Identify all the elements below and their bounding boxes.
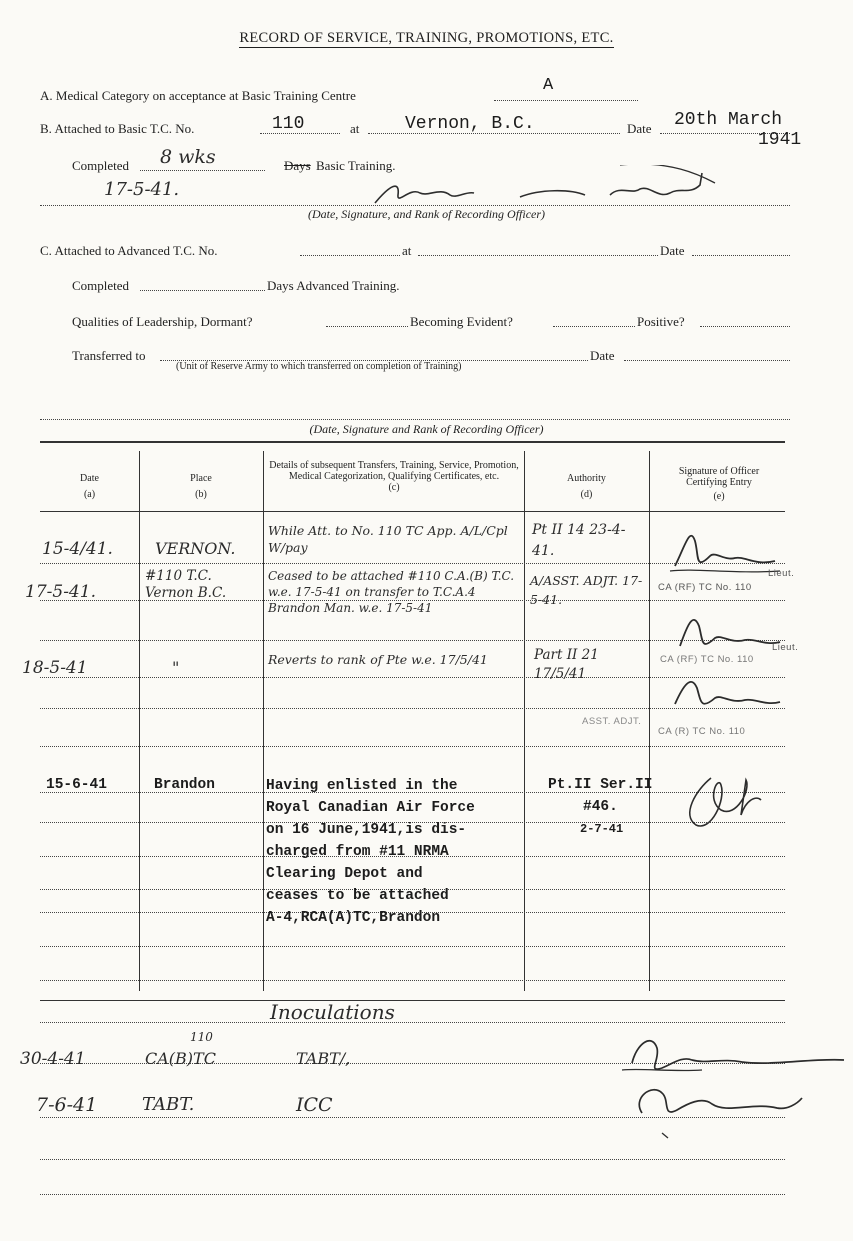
stamp-asst-adjt: ASST. ADJT.: [582, 716, 642, 727]
row-line: [40, 1194, 785, 1195]
inoc1-place: CA(B)TC: [145, 1049, 216, 1068]
stamp-unit-3: CA (R) TC No. 110: [658, 726, 746, 737]
row-line: [40, 980, 785, 981]
section-b-date-label: Date: [627, 121, 652, 136]
col-divider-1: [139, 451, 140, 991]
transferred-label: Transferred to: [72, 348, 146, 363]
section-b-record-date: 17-5-41.: [104, 179, 180, 200]
page-title: RECORD OF SERVICE, TRAINING, PROMOTIONS, ETC.: [239, 30, 614, 46]
section-b-no-label: B. Attached to Basic T.C. No.: [40, 121, 195, 136]
row2-date: 17-5-41.: [25, 582, 96, 602]
inoculation-signatures: [612, 1028, 848, 1148]
completed-value: 8 wks: [160, 146, 216, 168]
row2-place: #110 T.C. Vernon B.C.: [145, 568, 227, 601]
row2-details: Ceased to be attached #110 C.A.(B) T.C. w.e. 17-5-41 on transfer to T.C.A.4 Brandon Man. w.e. 17-5-41: [268, 569, 515, 615]
row-line: [40, 1159, 785, 1160]
completed-line: [140, 170, 265, 171]
row1-authority: Pt II 14 23-4-41.: [532, 522, 626, 559]
row-line: [40, 746, 785, 747]
section-c-no-label: C. Attached to Advanced T.C. No.: [40, 243, 218, 258]
basic-tc-number: 110: [272, 114, 305, 134]
section-b-record-caption: (Date, Signature, and Rank of Recording Officer): [307, 207, 546, 221]
section-c-date-label: Date: [660, 243, 685, 258]
section-b-at-label: at: [350, 121, 360, 136]
inoc1-details: TABT/,: [296, 1049, 351, 1068]
positive-label: Positive?: [637, 314, 685, 329]
section-c-completed-label: Completed: [72, 278, 130, 293]
dormant-line: [326, 326, 408, 327]
leadership-label: Qualities of Leadership, Dormant?: [72, 314, 253, 329]
typed-authority-3: 2-7-41: [580, 822, 624, 836]
row3-date: 18-5-41: [22, 658, 88, 678]
section-a-line: [494, 100, 638, 101]
section-c-at-line: [418, 255, 658, 256]
positive-line: [700, 326, 790, 327]
inoc1-date: 30-4-41: [20, 1049, 86, 1069]
section-c-at-label: at: [402, 243, 412, 258]
table-header-rule: [40, 511, 785, 512]
header-signature: Signature of Officer Certifying Entry (e): [678, 466, 760, 502]
col-divider-2: [263, 451, 264, 991]
row-line: [40, 1022, 785, 1023]
basic-training-label: Basic Training.: [316, 158, 396, 173]
typed-entry-date: 15-6-41: [46, 777, 107, 793]
inoc1-place-top: 110: [190, 1030, 213, 1044]
row1-place: VERNON.: [155, 539, 236, 558]
row3-place: ": [172, 658, 180, 677]
stamp-unit-1: CA (RF) TC No. 110: [658, 582, 752, 593]
row-line: [40, 946, 785, 947]
inoc2-place: TABT.: [142, 1094, 195, 1115]
officer-signatures: [655, 516, 795, 746]
typed-line: Royal Canadian Air Force: [266, 800, 475, 816]
section-b-signature: [370, 165, 770, 213]
typed-authority-2: #46.: [583, 799, 618, 815]
basic-tc-date-line1: 20th March: [674, 110, 783, 130]
row2-authority: A/ASST. ADJT. 17-5-41.: [530, 573, 643, 607]
header-date: Date (a): [80, 473, 99, 500]
stamp-rank-2: Lieut.: [772, 642, 799, 653]
section-c-completed-line: [140, 290, 265, 291]
medical-category-value: A: [543, 76, 554, 95]
header-place: Place (b): [190, 473, 212, 500]
typed-line: ceases to be attached: [266, 888, 449, 904]
stamp-rank-1: Lieut.: [768, 568, 795, 579]
basic-tc-location: Vernon, B.C.: [405, 114, 535, 134]
transferred-date-label: Date: [590, 348, 615, 363]
becoming-label: Becoming Evident?: [410, 314, 513, 329]
days-advanced-label: Days Advanced Training.: [267, 278, 400, 293]
section-c-record-line: [40, 419, 790, 420]
table-top-rule: [40, 441, 785, 443]
typed-line: on 16 June,1941,is dis-: [266, 822, 467, 838]
typed-line: A-4,RCA(A)TC,Brandon: [266, 910, 441, 926]
section-a-label: A. Medical Category on acceptance at Basic Training Centre: [40, 88, 356, 103]
inoc2-date: 7-6-41: [36, 1094, 98, 1116]
typed-line: Having enlisted in the: [266, 778, 458, 794]
col-divider-4: [649, 451, 650, 991]
section-c-record-caption: (Date, Signature and Rank of Recording Officer): [309, 422, 544, 436]
row3-authority: Part II 21 17/5/41: [534, 647, 599, 682]
basic-tc-date-line2: 1941: [758, 130, 802, 150]
stamp-unit-2: CA (RF) TC No. 110: [660, 654, 754, 665]
transferred-date-line: [624, 360, 790, 361]
row1-details: While Att. to No. 110 TC App. A/L/Cpl W/pay: [268, 523, 508, 555]
typed-line: charged from #11 NRMA: [266, 844, 449, 860]
header-details: Details of subsequent Transfers, Training, Service, Promotion, Medical Categorization, Qualifying Certificates, etc. (c): [269, 460, 519, 493]
typed-entry-place: Brandon: [154, 777, 215, 793]
section-c-date-line: [692, 255, 790, 256]
table-bottom-rule: [40, 1000, 785, 1001]
header-authority: Authority (d): [567, 473, 606, 500]
typed-line: Clearing Depot and: [266, 866, 423, 882]
typed-entry-signature: [676, 770, 766, 840]
inoculations-label: Inoculations: [270, 1000, 395, 1024]
inoc2-details: ICC: [296, 1094, 333, 1116]
row1-date: 15-4/41.: [42, 539, 113, 559]
typed-authority-1: Pt.II Ser.II: [548, 777, 653, 793]
becoming-line: [553, 326, 635, 327]
row3-details: Reverts to rank of Pte w.e. 17/5/41: [268, 652, 488, 667]
days-struck: Days: [284, 158, 311, 173]
completed-label: Completed: [72, 158, 130, 173]
col-divider-3: [524, 451, 525, 991]
transferred-caption: (Unit of Reserve Army to which transferred on completion of Training): [176, 361, 462, 372]
section-c-no-line: [300, 255, 400, 256]
